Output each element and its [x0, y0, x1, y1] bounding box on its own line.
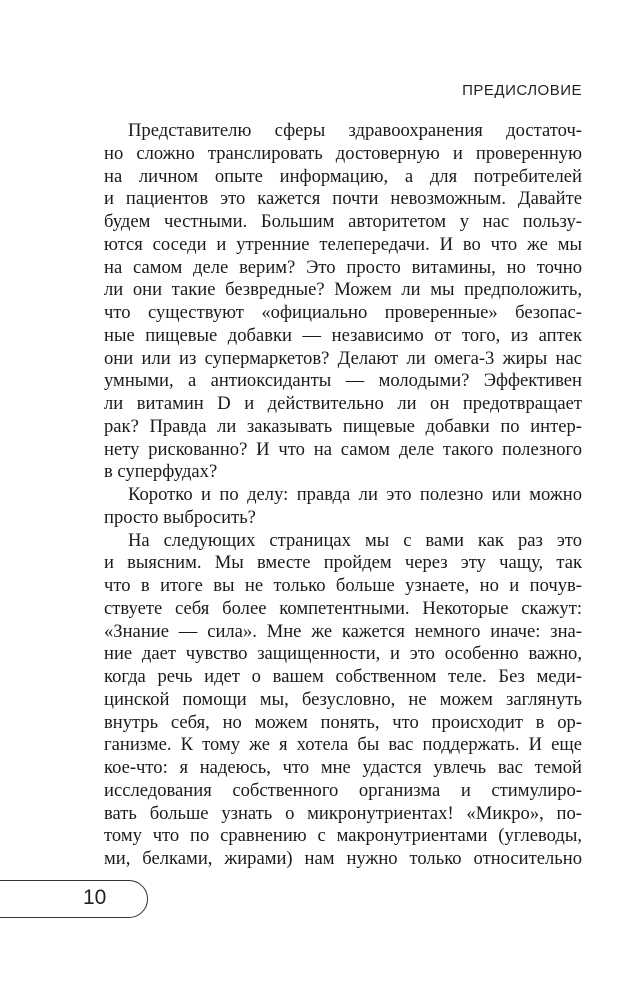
- text-line: и выясним. Мы вместе пройдем через эту чащу, так: [104, 552, 582, 574]
- text-line: в суперфудах?: [104, 461, 218, 483]
- text-line: «Знание — сила». Мне же кажется немного иначе: зна-: [104, 620, 582, 642]
- text-line: тому что по сравнению с макронутриентами (углеводы,: [104, 825, 582, 847]
- text-line: нету рискованно? И что на самом деле такого полезного: [104, 438, 582, 460]
- text-line: на самом деле верим? Это просто витамины, но точно: [104, 256, 582, 278]
- text-line: цинской помощи мы, безусловно, не можем заглянуть: [104, 688, 582, 710]
- text-line: рак? Правда ли заказывать пищевые добавки по интер-: [104, 415, 582, 437]
- text-line: на личном опыте информацию, а для потребителей: [104, 165, 582, 187]
- text-line: кое-что: я надеюсь, что мне удастся увлечь вас темой: [104, 757, 582, 778]
- text-line: ные пищевые добавки — независимо от того, из аптек: [104, 324, 582, 346]
- text-line: На следующих страницах мы с вами как раз это: [128, 529, 582, 551]
- text-line: ли они такие безвредные? Можем ли мы предположить,: [104, 279, 582, 301]
- page-number: 10: [83, 886, 107, 909]
- text-line: исследования собственного организма и стимулиро-: [104, 779, 582, 801]
- text-line: когда речь идет о вашем собственном теле. Без меди-: [104, 666, 582, 687]
- text-line: Представителю сферы здравоохранения достаточ-: [128, 120, 582, 141]
- text-line: умными, а антиоксиданты — молодыми? Эффективен: [104, 370, 582, 392]
- text-line: но сложно транслировать достоверную и проверенную: [104, 142, 582, 164]
- running-header: ПРЕДИСЛОВИЕ: [462, 82, 582, 99]
- text-line: Коротко и по делу: правда ли это полезно или можно: [128, 484, 582, 505]
- page-number-badge: [0, 880, 148, 918]
- body-text: [104, 120, 582, 871]
- text-line: будем честными. Большим авторитетом у нас пользу-: [104, 211, 582, 232]
- text-line: ли витамин D и действительно ли он предотвращает: [104, 393, 582, 414]
- text-line: что в итоге вы не только больше узнаете, но и почув-: [104, 575, 582, 596]
- text-line: вать больше узнать о микронутриентах! «Микро», по-: [104, 802, 582, 824]
- text-line: они или из супермаркетов? Делают ли омега-3 жиры нас: [104, 347, 582, 369]
- text-line: внутрь себя, но можем понять, что происходит в ор-: [104, 711, 582, 733]
- text-line: ются соседи и утренние телепередачи. И во что же мы: [104, 233, 582, 255]
- text-line: ми, белками, жирами) нам нужно только относительно: [104, 848, 582, 869]
- text-line: ние дает чувство защищенности, и это особенно важно,: [104, 643, 582, 665]
- text-line: и пациентов это кажется почти невозможным. Давайте: [104, 188, 582, 210]
- text-line: ганизме. К тому же я хотела бы вас поддержать. И еще: [104, 734, 582, 756]
- text-line: что существуют «официально проверенные» безопас-: [104, 302, 582, 323]
- text-line: просто выбросить?: [104, 506, 256, 528]
- text-line: ствуете себя более компетентными. Некоторые скажут:: [104, 597, 582, 619]
